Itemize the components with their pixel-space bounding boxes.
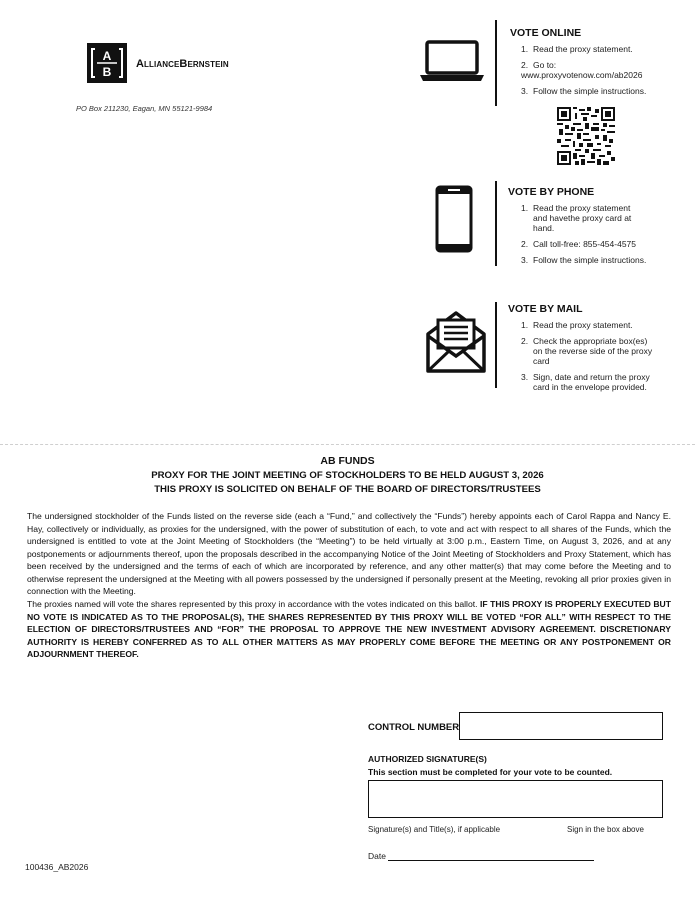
list-item: [521, 320, 654, 330]
envelope-icon: [425, 310, 487, 379]
date-line[interactable]: [388, 860, 594, 861]
alliancebernstein-logo-mark: [87, 43, 127, 83]
vote-online-steps: [521, 44, 686, 102]
step-number: 2.: [521, 336, 529, 346]
vote-online-url-link[interactable]: www.proxyvotenow.com/ab2026: [521, 70, 643, 80]
voting-paragraph-regular: The proxies named will vote the shares represented by this proxy in accordance with the votes indicated on this ballot.: [27, 599, 480, 609]
list-item: [521, 60, 686, 80]
fund-title: AB FUNDS: [320, 455, 375, 467]
step-number: 3.: [521, 372, 529, 382]
divider-phone: [495, 181, 497, 266]
list-item: [521, 239, 639, 249]
qr-code-icon[interactable]: [557, 107, 615, 170]
solicitation-title: THIS PROXY IS SOLICITED ON BEHALF OF THE BOARD OF DIRECTORS/TRUSTEES: [154, 484, 541, 495]
step-text: Read the proxy statement and havethe proxy card at hand.: [533, 203, 632, 233]
step-number: 3.: [521, 86, 529, 96]
step-text: Read the proxy statement.: [533, 44, 633, 54]
laptop-icon: [418, 40, 486, 87]
vote-mail-steps: [521, 320, 654, 398]
step-number: 1.: [521, 203, 529, 213]
date-label: Date: [368, 851, 386, 861]
divider-online: [495, 20, 497, 106]
signature-caption-right: Sign in the box above: [567, 825, 644, 834]
list-item: [521, 255, 647, 265]
smartphone-icon: [435, 185, 473, 258]
control-number-box[interactable]: [459, 712, 663, 740]
step-number: 2.: [521, 60, 529, 70]
brand-name-text: AllianceBernstein: [136, 58, 229, 70]
proxy-voting-paragraph: [27, 598, 671, 661]
step-number: 1.: [521, 320, 529, 330]
proxy-appointment-paragraph: The undersigned stockholder of the Funds listed on the reverse side (each a “Fund,” and collectively the “Funds”) hereby appoints each of Carol Rappa and Nancy E. Hay, collectively or individually, as proxies for the undersigned, with the power of substitution of each, to vote and act with respect to all shares of the Funds, which the undersigned is entitled to vote at the Joint Meeting of Stockholders (the “Meeting”) to be held virtually at 3:00 p.m., Eastern Time, on August 3, 2026, and at any postponements or adjournments thereof, upon the proposals described in the accompanying Notice of the Joint Meeting of Stockholders and Proxy Statement, which has been received by the undersigned and the terms of each of which are incorporated by reference, and any other matter(s) that may come before the Meeting and to otherwise represent the undersigned at the Meeting with all powers possessed by the undersigned if personally present at the Meeting, revoking all prior proxies given in connection with the Meeting.: [27, 511, 671, 596]
step-text: Call toll-free: 855-454-4575: [533, 239, 637, 249]
vote-online-title: VOTE ONLINE: [510, 27, 582, 39]
vote-mail-title: VOTE BY MAIL: [508, 303, 583, 315]
meeting-title: PROXY FOR THE JOINT MEETING OF STOCKHOLDERS TO BE HELD AUGUST 3, 2026: [151, 470, 544, 481]
logo-letter-a: A: [102, 49, 112, 63]
voting-paragraph-bold: IF THIS PROXY IS PROPERLY EXECUTED BUT NO VOTE IS INDICATED AS TO THE PROPOSAL(S), THE SHARES REPRESENTED BY THIS PROXY WILL BE VOTED “FOR ALL” WITH RESPECT TO THE ELECTION OF DIRECTORS/TRUSTEES AND “FOR” THE PROPOSAL TO APPROVE THE NEW INVESTMENT ADVISORY AGREEMENT. DISCRETIONARY AUTHORITY IS HEREBY CONFERRED AS TO ALL OTHER MATTERS AS MAY PROPERLY COME BEFORE THE MEETING OR ANY POSTPONEMENT OR ADJOURNMENT THEREOF.: [27, 599, 671, 659]
signature-note: This section must be completed for your vote to be counted.: [368, 767, 613, 777]
step-text: Read the proxy statement.: [533, 320, 633, 330]
step-number: 2.: [521, 239, 529, 249]
list-item: [521, 372, 654, 392]
document-code: 100436_AB2026: [25, 862, 89, 872]
step-number: 1.: [521, 44, 529, 54]
list-item: [521, 44, 686, 54]
list-item: [521, 86, 686, 96]
signature-caption-left: Signature(s) and Title(s), if applicable: [368, 825, 501, 834]
step-text: Follow the simple instructions.: [533, 255, 647, 265]
perforation-line: [0, 444, 695, 445]
control-number-label: CONTROL NUMBER: [368, 722, 460, 733]
list-item: [521, 336, 654, 366]
signature-label: AUTHORIZED SIGNATURE(S): [368, 754, 487, 764]
vote-phone-steps: [521, 203, 647, 271]
step-text: Go to:: [533, 60, 557, 70]
step-text: Follow the simple instructions.: [533, 86, 647, 96]
step-number: 3.: [521, 255, 529, 265]
logo-letter-b: B: [102, 65, 112, 79]
vote-phone-title: VOTE BY PHONE: [508, 186, 595, 198]
brand-name: [136, 58, 229, 70]
list-item: [521, 203, 639, 233]
step-text: Check the appropriate box(es) on the reverse side of the proxy card: [533, 336, 653, 366]
signature-box[interactable]: [368, 780, 663, 818]
step-text: Sign, date and return the proxy card in the envelope provided.: [533, 372, 650, 392]
divider-mail: [495, 302, 497, 388]
return-address: PO Box 211230, Eagan, MN 55121-9984: [76, 104, 213, 113]
